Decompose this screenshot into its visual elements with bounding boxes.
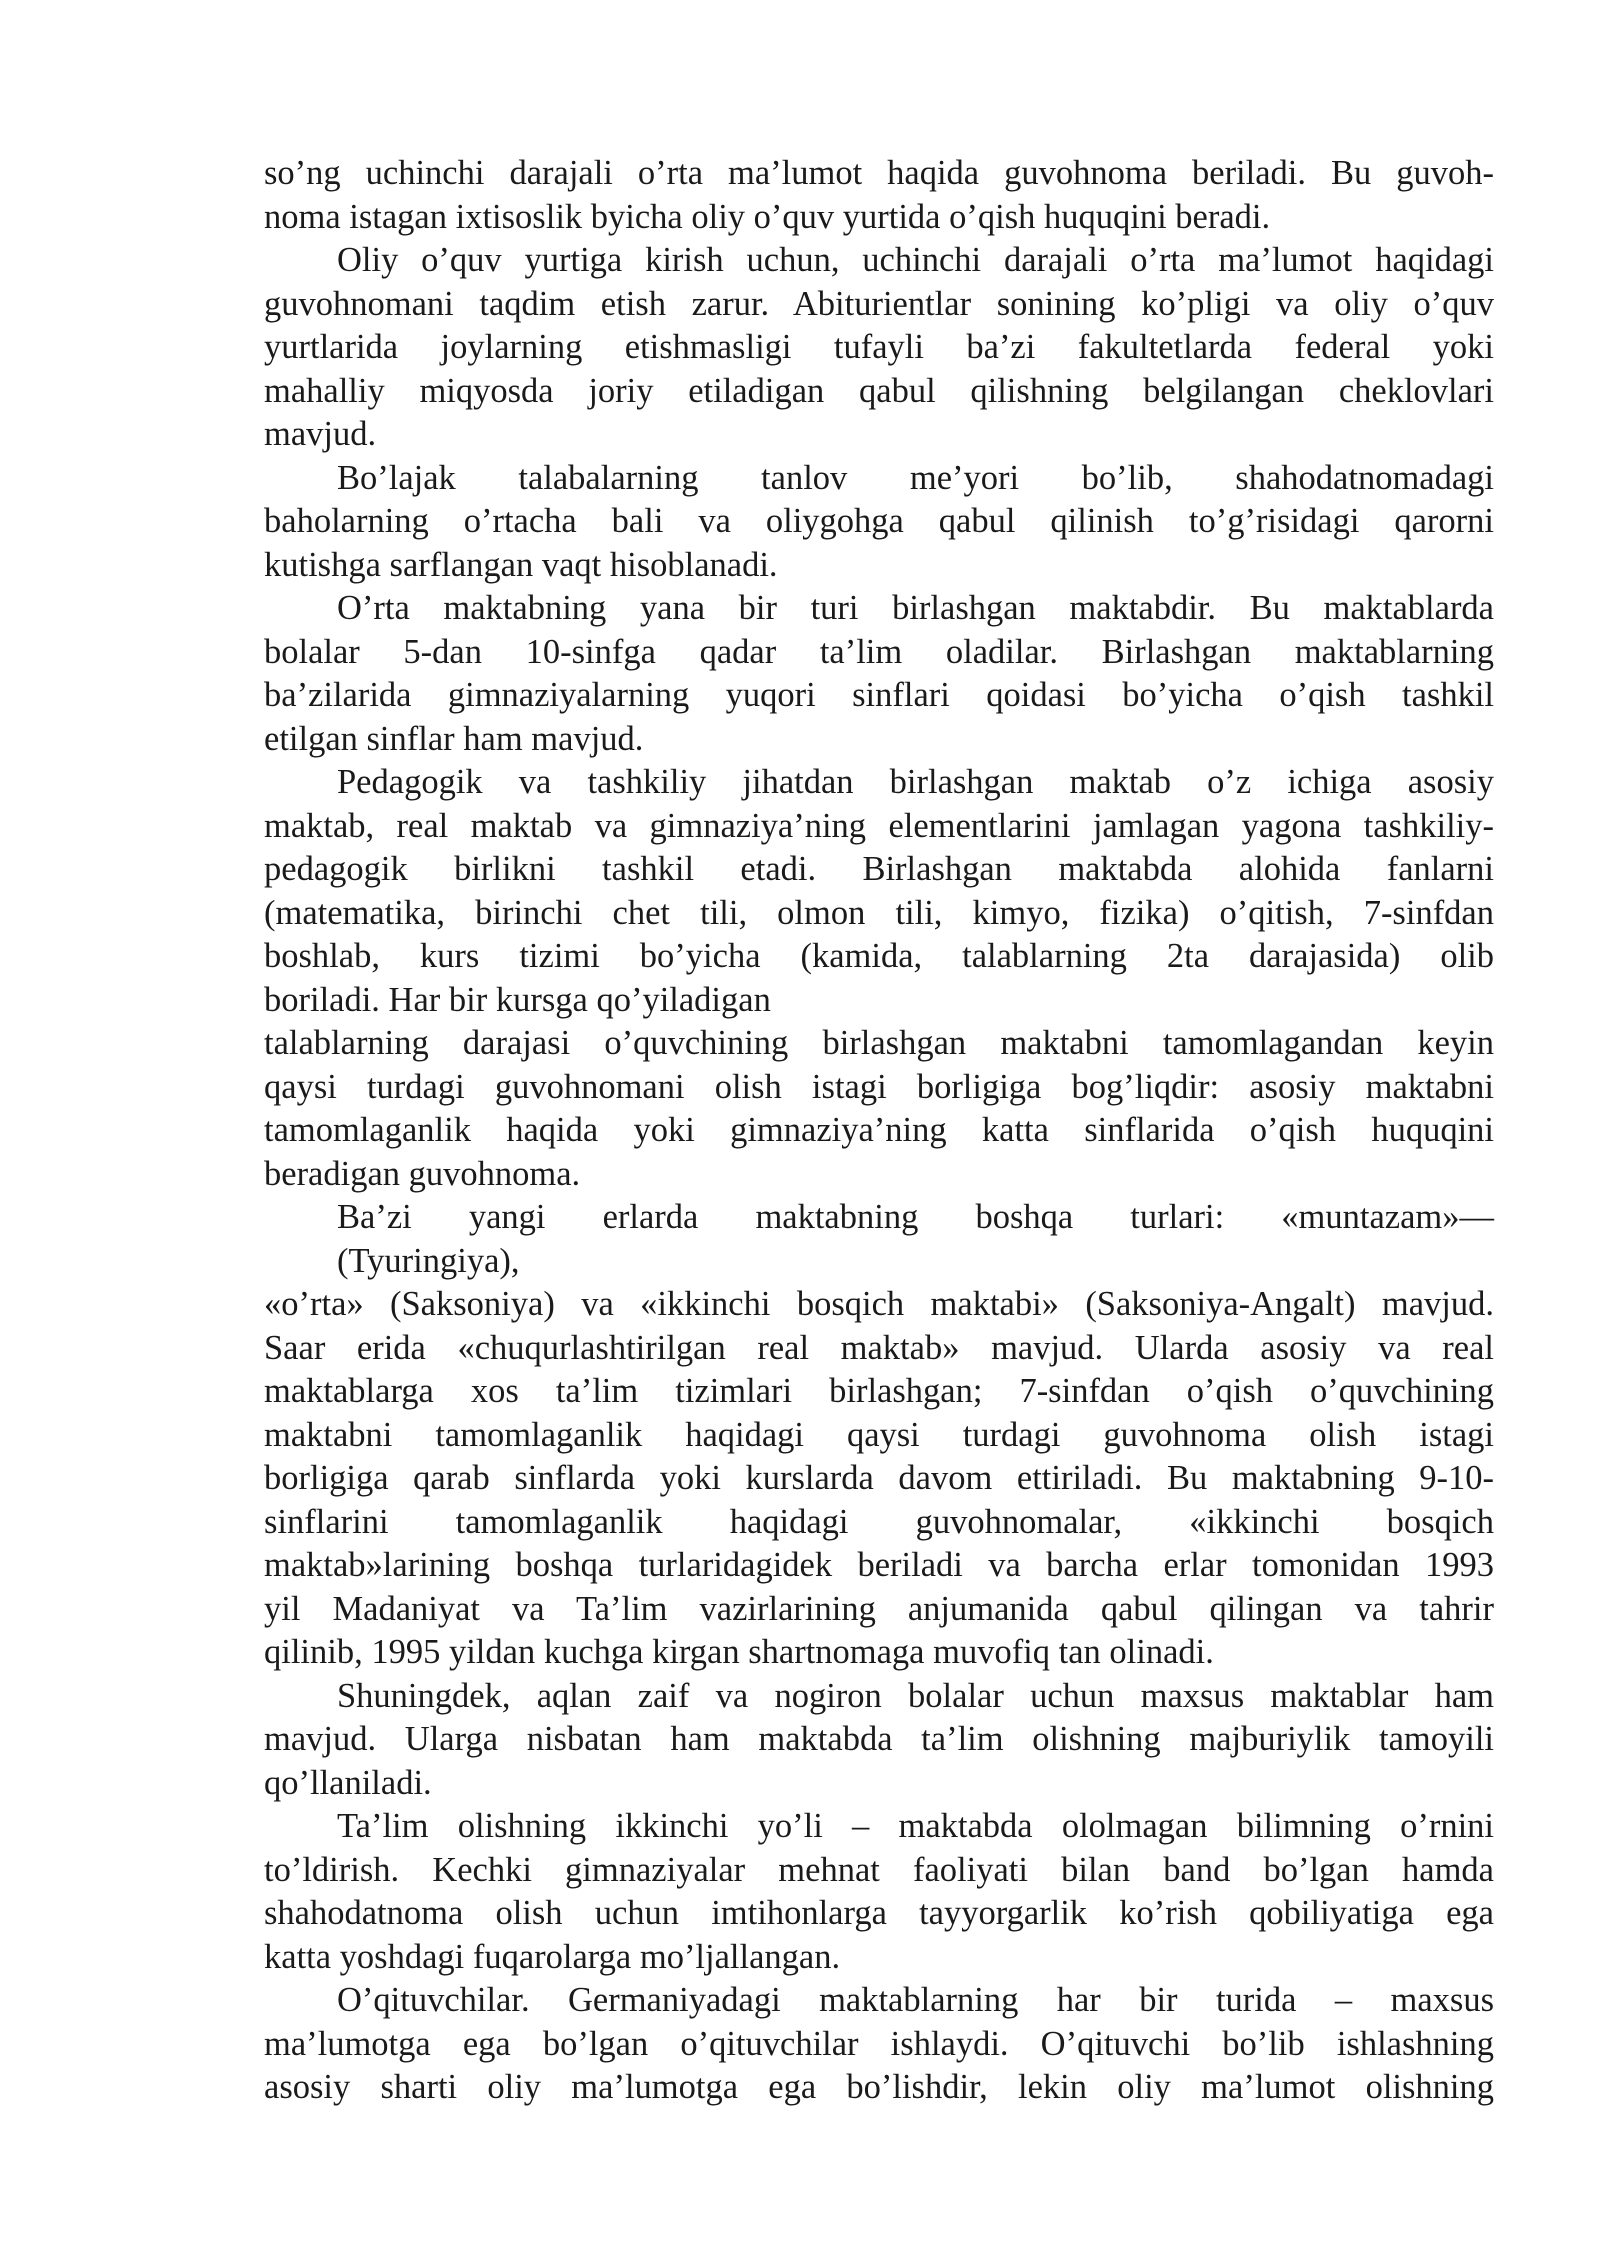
text-line: boriladi. Har bir kursga qo’yiladigan (264, 980, 771, 1019)
text-line: Shuningdek, aqlan zaif va nogiron bolalar uchun maxsus maktablar ham (337, 1676, 1494, 1715)
text-line: mahalliy miqyosda joriy etiladigan qabul qilishning belgilangan cheklovlari (264, 371, 1494, 410)
text-line: qaysi turdagi guvohnomani olish istagi borligiga bog’liqdir: asosiy maktabni (264, 1067, 1494, 1106)
paragraph-1 (264, 152, 1494, 239)
text-line: Pedagogik va tashkiliy jihatdan birlashgan maktab o’z ichiga asosiy (337, 763, 1494, 801)
text-line: ba’zilarida gimnaziyalarning yuqori sinflari qoidasi bo’yicha o’qish tashkil (264, 676, 1494, 714)
paragraph-3 (264, 457, 1494, 588)
text-line: talablarning darajasi o’quvchining birlashgan maktabni tamomlagandan keyin (264, 1024, 1494, 1062)
paragraph-6 (264, 1022, 1494, 1196)
text-line: O’rta maktabning yana bir turi birlashgan maktabdir. Bu maktablarda (337, 589, 1494, 627)
text-line: maktab, real maktab va gimnaziya’ning elementlarini jamlagan yagona tashkiliy- (264, 806, 1494, 845)
paragraph-5 (264, 761, 1494, 1022)
text-line: guvohnomani taqdim etish zarur. Abiturientlar sonining ko’pligi va oliy o’quv (264, 284, 1494, 323)
text-line: Ta’lim olishning ikkinchi yo’li – maktabda ololmagan bilimning o’rnini (337, 1807, 1494, 1845)
text-line: beradigan guvohnoma. (264, 1154, 581, 1193)
paragraph-11 (264, 1979, 1494, 2110)
paragraph-2 (264, 239, 1494, 457)
text-line: boshlab, kurs tizimi bo’yicha (kamida, talablarning 2ta darajasida) olib (264, 937, 1494, 975)
text-line: (matematika, birinchi chet tili, olmon tili, kimyo, fizika) o’qitish, 7-sinfdan (264, 893, 1494, 932)
paragraph-9 (264, 1675, 1494, 1806)
text-line: sinflarini tamomlaganlik haqidagi guvohnomalar, «ikkinchi bosqich (264, 1502, 1494, 1541)
text-line: maktabni tamomlaganlik haqidagi qaysi turdagi guvohnoma olish istagi (264, 1415, 1494, 1454)
text-line: to’ldirish. Kechki gimnaziyalar mehnat faoliyati bilan band bo’lgan hamda (264, 1850, 1494, 1889)
text-line: mavjud. (264, 415, 377, 453)
text-line: bolalar 5-dan 10-sinfga qadar ta’lim oladilar. Birlashgan maktablarning (264, 632, 1494, 671)
text-line: shahodatnoma olish uchun imtihonlarga tayyorgarlik ko’rish qobiliyatiga ega (264, 1894, 1494, 1932)
paragraph-10 (264, 1805, 1494, 1979)
text-line: (Tyuringiya), (337, 1241, 520, 1280)
text-line: Ba’zi yangi erlarda maktabning boshqa turlari: «muntazam»— (337, 1198, 1494, 1236)
text-line: maktablarga xos ta’lim tizimlari birlashgan; 7-sinfdan o’qish o’quvchining (264, 1372, 1494, 1410)
text-line: «o’rta» (Saksoniya) va «ikkinchi bosqich maktabi» (Saksoniya-Angalt) mavjud. (264, 1285, 1494, 1323)
document-page (264, 152, 1494, 2110)
text-line: tamomlaganlik haqida yoki gimnaziya’ning katta sinflarida o’qish huquqini (264, 1111, 1494, 1149)
text-line: borligiga qarab sinflarda yoki kurslarda davom ettiriladi. Bu maktabning 9-10- (264, 1459, 1494, 1497)
text-line: etilgan sinflar ham mavjud. (264, 719, 644, 758)
text-line: Saar erida «chuqurlashtirilgan real maktab» mavjud. Ularda asosiy va real (264, 1328, 1494, 1367)
text-line: katta yoshdagi fuqarolarga mo’ljallangan. (264, 1937, 841, 1976)
text-line: kutishga sarflangan vaqt hisoblanadi. (264, 545, 778, 584)
text-line: baholarning o’rtacha bali va oliygohga qabul qilinish to’g’risidagi qarorni (264, 502, 1494, 540)
text-line: yil Madaniyat va Ta’lim vazirlarining anjumanida qabul qilingan va tahrir (264, 1589, 1494, 1628)
text-line: pedagogik birlikni tashkil etadi. Birlashgan maktabda alohida fanlarni (264, 850, 1494, 888)
text-line: O’qituvchilar. Germaniyadagi maktablarning har bir turida – maxsus (337, 1981, 1494, 2019)
text-line: qo’llaniladi. (264, 1763, 432, 1802)
text-line: mavjud. Ularga nisbatan ham maktabda ta’lim olishning majburiylik tamoyili (264, 1720, 1494, 1758)
text-line: noma istagan ixtisoslik byicha oliy o’quv yurtida o’qish huquqini beradi. (264, 197, 1271, 236)
paragraph-4 (264, 587, 1494, 761)
text-line: qilinib, 1995 yildan kuchga kirgan shartnomaga muvofiq tan olinadi. (264, 1633, 1214, 1671)
paragraph-7 (264, 1196, 1494, 1283)
text-line: ma’lumotga ega bo’lgan o’qituvchilar ishlaydi. O’qituvchi bo’lib ishlashning (264, 2024, 1494, 2063)
paragraph-8 (264, 1283, 1494, 1675)
text-line: asosiy sharti oliy ma’lumotga ega bo’lishdir, lekin oliy ma’lumot olishning (264, 2068, 1494, 2106)
text-line: Bo’lajak talabalarning tanlov me’yori bo’lib, shahodatnomadagi (337, 458, 1494, 497)
text-line: so’ng uchinchi darajali o’rta ma’lumot haqida guvohnoma beriladi. Bu guvoh- (264, 154, 1494, 192)
text-line: Oliy o’quv yurtiga kirish uchun, uchinchi darajali o’rta ma’lumot haqidagi (337, 241, 1494, 279)
text-line: yurtlarida joylarning etishmasligi tufayli ba’zi fakultetlarda federal yoki (264, 328, 1494, 366)
text-line: maktab»larining boshqa turlaridagidek beriladi va barcha erlar tomonidan 1993 (264, 1546, 1494, 1584)
